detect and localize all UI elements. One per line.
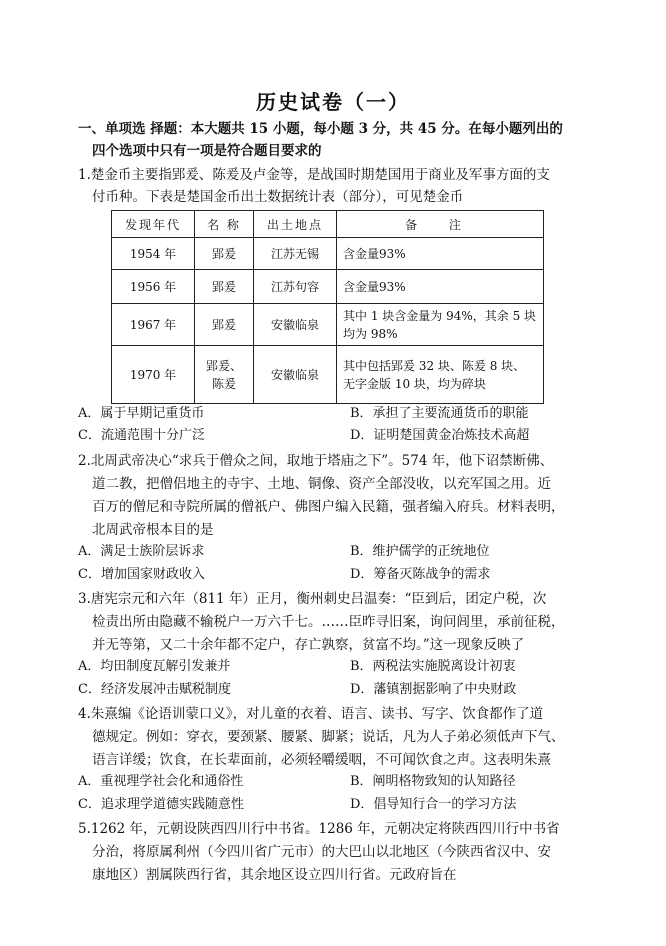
table-row: [112, 238, 544, 270]
q1-stem-line2: 付币种。下表是楚国金币出土数据统计表（部分），可见楚金币: [92, 189, 464, 205]
q2-option-a[interactable]: A．满足士族阶层诉求: [78, 544, 205, 559]
q1-option-d[interactable]: D．证明楚国黄金冶炼技术高超: [350, 428, 530, 443]
q2-option-c[interactable]: C．增加国家财政收入: [78, 567, 205, 582]
q3-option-b[interactable]: B．两税法实施脱离设计初衷: [350, 659, 516, 674]
section-heading-line1: 一、单项选 择题：本大题共 15 小题，每小题 3 分，共 45 分。在每小题列出的: [78, 121, 563, 137]
section-heading-line2: 四个选项中只有一项是符合题目要求的: [92, 143, 322, 159]
table-row: [112, 270, 544, 304]
q4-option-a[interactable]: A．重视理学社会化和通俗性: [78, 774, 244, 789]
table-header: 备 注: [337, 211, 544, 238]
table-cell: 含金量93%: [337, 270, 544, 304]
table-cell: 郢爰: [195, 304, 254, 346]
table-cell: 1970 年: [112, 346, 195, 404]
q4-option-d[interactable]: D．倡导知行合一的学习方法: [350, 797, 517, 812]
q1-option-c[interactable]: C．流通范围十分广泛: [78, 428, 205, 443]
table-row: [112, 346, 544, 404]
q5-stem-line3: 康地区）割属陕西行省，其余地区设立四川行省。元政府旨在: [92, 867, 457, 883]
table-header: 出土地点: [254, 211, 337, 238]
q2-stem-line2: 道二教，把僧侣地主的寺宇、土地、铜像、资产全部没收，以充军国之用。近: [92, 476, 551, 492]
table-header-row: [112, 211, 544, 238]
q3-option-d[interactable]: D．藩镇割据影响了中央财政: [350, 682, 517, 697]
q1-stem-line1: 1.楚金币主要指郢爰、陈爰及卢金等，是战国时期楚国用于商业及军事方面的支: [78, 167, 550, 183]
table-header: 名 称: [195, 211, 254, 238]
q3-option-c[interactable]: C．经济发展冲击赋税制度: [78, 682, 231, 697]
q1-option-b[interactable]: B．承担了主要流通货币的职能: [350, 406, 529, 421]
table-cell: 江苏无锡: [254, 238, 337, 270]
q4-option-b[interactable]: B．阐明格物致知的认知路径: [350, 774, 516, 789]
table-cell: 其中包括郢爰 32 块、陈爰 8 块、无字金版 10 块，均为碎块: [337, 346, 544, 404]
q4-stem-line3: 语言详缓；饮食，在长辈面前，必须轻嚼缓咽，不可闻饮食之声。这表明朱熹: [92, 752, 551, 768]
table-cell: 安徽临泉: [254, 304, 337, 346]
q3-stem-line3: 并无等第，又二十余年都不定户，存亡孰察，贫富不均。”这一现象反映了: [92, 637, 525, 653]
gold-coin-table: [111, 210, 544, 404]
table-cell: 其中 1 块含金量为 94%，其余 5 块均为 98%: [337, 304, 544, 346]
page-title: 历史试卷（一）: [256, 90, 410, 114]
q3-option-a[interactable]: A．均田制度瓦解引发兼并: [78, 659, 231, 674]
q4-option-c[interactable]: C．追求理学道德实践随意性: [78, 797, 244, 812]
table-cell: 含金量93%: [337, 238, 544, 270]
q4-stem-line1: 4.朱熹编《论语训蒙口义》，对儿童的衣着、语言、读书、写字、饮食都作了道: [78, 706, 544, 722]
q4-stem-line2: 德规定。例如：穿衣，要颈紧、腰紧、脚紧；说话，凡为人子弟必须低声下气、: [92, 729, 565, 745]
table-cell: 安徽临泉: [254, 346, 337, 404]
q2-option-b[interactable]: B．维护儒学的正统地位: [350, 544, 490, 559]
q1-option-a[interactable]: A．属于早期记重货币: [78, 406, 205, 421]
table-cell: 郢爰、陈爰: [195, 346, 254, 404]
table-cell: 1954 年: [112, 238, 195, 270]
q2-stem-line4: 北周武帝根本目的是: [92, 522, 214, 538]
table-header: 发现年代: [112, 211, 195, 238]
table-row: [112, 304, 544, 346]
q2-stem-line1: 2.北周武帝决心“求兵于僧众之间，取地于塔庙之下”。574 年，他下诏禁断佛、: [78, 453, 554, 469]
q5-stem-line1: 5.1262 年，元朝设陕西四川行中书省。1286 年，元朝决定将陕西四川行中书省: [78, 821, 560, 837]
table-cell: 郢爰: [195, 238, 254, 270]
q2-option-d[interactable]: D．筹备灭陈战争的需求: [350, 567, 491, 582]
q3-stem-line2: 检责出所由隐藏不输税户一万六千七。……臣昨寻旧案，询问闾里，承前征税，: [92, 614, 565, 630]
table-cell: 郢爰: [195, 270, 254, 304]
table-cell: 1967 年: [112, 304, 195, 346]
q5-stem-line2: 分治，将原属利州（今四川省广元市）的大巴山以北地区（今陕西省汉中、安: [92, 844, 551, 860]
table-cell: 1956 年: [112, 270, 195, 304]
q2-stem-line3: 百万的僧尼和寺院所属的僧祇户、佛图户编入民籍，强者编入府兵。材料表明，: [92, 499, 565, 515]
q3-stem-line1: 3.唐宪宗元和六年（811 年）正月，衡州刺史吕温奏：“臣到后，团定户税，次: [78, 591, 547, 607]
table-cell: 江苏句容: [254, 270, 337, 304]
